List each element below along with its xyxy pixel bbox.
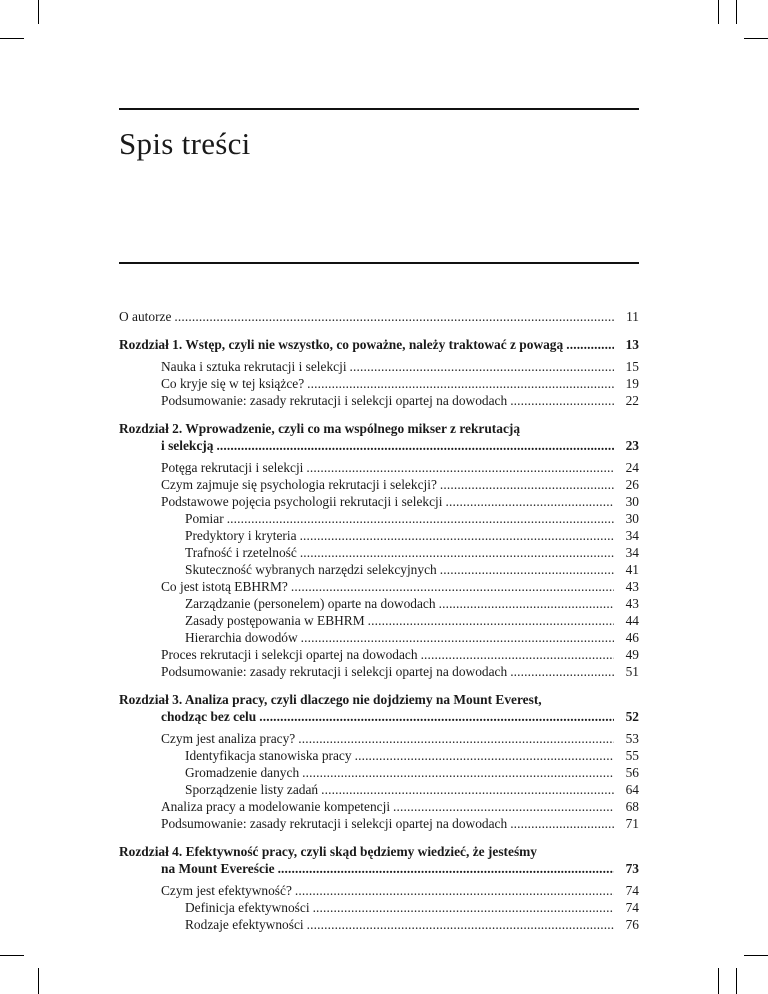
toc-page-number: 41 <box>625 562 639 577</box>
toc-entry-title: Nauka i sztuka rekrutacji i selekcji <box>161 359 347 374</box>
dot-leader <box>313 899 614 916</box>
toc-entry <box>119 510 639 527</box>
dot-leader <box>300 544 614 561</box>
toc-entry <box>119 747 639 764</box>
dot-leader <box>510 815 614 832</box>
toc-entry-title: Sporządzenie listy zadań <box>185 782 319 797</box>
toc-page-number: 74 <box>625 900 639 915</box>
toc-page-number: 23 <box>625 438 639 453</box>
dot-leader <box>368 612 614 629</box>
dot-leader <box>227 510 614 527</box>
dot-leader <box>278 860 614 877</box>
dot-leader <box>421 646 614 663</box>
toc-entry-title: Podsumowanie: zasady rekrutacji i selekcji opartej na dowodach <box>161 816 508 831</box>
toc-chapter <box>119 843 639 933</box>
chapter-title-line: Rozdział 3. Analiza pracy, czyli dlaczego nie dojdziemy na Mount Everest, <box>119 692 542 707</box>
dot-leader <box>446 493 615 510</box>
toc-page-number: 34 <box>625 528 639 543</box>
toc-entry <box>119 798 639 815</box>
crop-mark <box>0 955 24 956</box>
toc-entry <box>119 882 639 899</box>
toc-chapter <box>119 691 639 832</box>
toc-page-number: 46 <box>625 630 639 645</box>
toc-entry-title: Podstawowe pojęcia psychologii rekrutacji i selekcji <box>161 494 443 509</box>
toc-entry <box>119 544 639 561</box>
toc-entry <box>119 815 639 832</box>
toc-page-number: 68 <box>625 799 639 814</box>
toc-page-number: 26 <box>625 477 639 492</box>
toc-page-number: 76 <box>625 917 639 932</box>
toc-page-number: 73 <box>625 861 639 876</box>
toc-entry-title: Zarządzanie (personelem) oparte na dowodach <box>185 596 436 611</box>
toc-page-number: 64 <box>625 782 639 797</box>
toc-entry <box>119 860 639 877</box>
bottom-rule <box>119 262 639 264</box>
toc-chapter <box>119 420 639 680</box>
toc-entry <box>119 781 639 798</box>
toc-entry <box>119 336 639 353</box>
toc-page-number: 55 <box>625 748 639 763</box>
crop-mark <box>0 38 24 39</box>
toc-entry <box>119 663 639 680</box>
toc-entry <box>119 308 639 325</box>
dot-leader <box>307 916 614 933</box>
dot-leader <box>306 459 614 476</box>
dot-leader <box>174 308 614 325</box>
dot-leader <box>350 358 614 375</box>
toc-entry-title: Proces rekrutacji i selekcji opartej na dowodach <box>161 647 418 662</box>
toc-entry-title: Rozdział 1. Wstęp, czyli nie wszystko, co poważne, należy traktować z powagą <box>119 337 564 352</box>
dot-leader <box>393 798 614 815</box>
page-title: Spis treści <box>119 126 251 161</box>
dot-leader <box>298 730 614 747</box>
dot-leader <box>440 561 614 578</box>
dot-leader <box>216 437 614 454</box>
toc-page-number: 51 <box>625 664 639 679</box>
table-of-contents <box>119 308 639 933</box>
crop-mark <box>744 955 768 956</box>
dot-leader <box>440 476 614 493</box>
toc-entry <box>119 493 639 510</box>
dot-leader <box>510 392 614 409</box>
toc-entry-title: Identyfikacja stanowiska pracy <box>185 748 352 763</box>
crop-mark <box>718 0 719 24</box>
toc-entry <box>119 646 639 663</box>
toc-entry-title: Zasady postępowania w EBHRM <box>185 613 365 628</box>
toc-entry <box>119 899 639 916</box>
crop-mark <box>744 38 768 39</box>
toc-entry <box>119 764 639 781</box>
toc-entry-title: Czym zajmuje się psychologia rekrutacji i selekcji? <box>161 477 437 492</box>
crop-mark <box>718 968 719 994</box>
crop-mark <box>38 0 39 24</box>
dot-leader <box>291 578 614 595</box>
chapter-title-line: na Mount Evereście <box>161 861 275 876</box>
dot-leader <box>566 336 614 353</box>
dot-leader <box>321 781 614 798</box>
dot-leader <box>510 663 614 680</box>
dot-leader <box>355 747 614 764</box>
toc-entry <box>119 476 639 493</box>
toc-entry-title: Analiza pracy a modelowanie kompetencji <box>161 799 391 814</box>
toc-entry-title: Predyktory i kryteria <box>185 528 297 543</box>
toc-entry-title: Gromadzenie danych <box>185 765 300 780</box>
dot-leader <box>300 527 614 544</box>
dot-leader <box>307 375 614 392</box>
toc-entry-title: Trafność i rzetelność <box>185 545 297 560</box>
toc-entry-title: Czym jest analiza pracy? <box>161 731 296 746</box>
dot-leader <box>295 882 614 899</box>
toc-entry <box>119 708 639 725</box>
toc-page-number: 43 <box>625 596 639 611</box>
toc-page-number: 19 <box>625 376 639 391</box>
dot-leader <box>439 595 614 612</box>
crop-mark <box>38 968 39 994</box>
toc-entry-title: O autorze <box>119 309 172 324</box>
toc-page-number: 43 <box>625 579 639 594</box>
toc-entry <box>119 595 639 612</box>
crop-mark <box>736 0 737 24</box>
toc-page-number: 74 <box>625 883 639 898</box>
toc-page-number: 34 <box>625 545 639 560</box>
toc-entry <box>119 392 639 409</box>
toc-entry-title: Co kryje się w tej książce? <box>161 376 305 391</box>
toc-page-number: 22 <box>625 393 639 408</box>
toc-entry-title: Czym jest efektywność? <box>161 883 292 898</box>
toc-entry-title: Potęga rekrutacji i selekcji <box>161 460 304 475</box>
toc-entry-title: Podsumowanie: zasady rekrutacji i selekcji opartej na dowodach <box>161 393 508 408</box>
toc-entry <box>119 437 639 454</box>
dot-leader <box>259 708 614 725</box>
toc-entry <box>119 612 639 629</box>
dot-leader <box>301 629 614 646</box>
toc-entry-title: Podsumowanie: zasady rekrutacji i selekcji opartej na dowodach <box>161 664 508 679</box>
toc-entry <box>119 578 639 595</box>
top-rule <box>119 108 639 110</box>
toc-entry <box>119 916 639 933</box>
toc-page-number: 30 <box>625 511 639 526</box>
crop-mark <box>736 968 737 994</box>
chapter-title-line: i selekcją <box>161 438 214 453</box>
toc-entry-title: Hierarchia dowodów <box>185 630 298 645</box>
toc-page-number: 24 <box>625 460 639 475</box>
chapter-title-line: Rozdział 4. Efektywność pracy, czyli skąd będziemy wiedzieć, że jesteśmy <box>119 844 538 859</box>
chapter-title-line: Rozdział 2. Wprowadzenie, czyli co ma wspólnego mikser z rekrutacją <box>119 421 521 436</box>
toc-entry <box>119 375 639 392</box>
toc-page-number: 53 <box>625 731 639 746</box>
toc-page-number: 13 <box>625 337 639 352</box>
toc-entry <box>119 730 639 747</box>
toc-page-number: 30 <box>625 494 639 509</box>
toc-page-number: 71 <box>625 816 639 831</box>
toc-entry-title: Definicja efektywności <box>185 900 310 915</box>
toc-entry <box>119 629 639 646</box>
toc-entry <box>119 527 639 544</box>
dot-leader <box>302 764 614 781</box>
toc-page-number: 56 <box>625 765 639 780</box>
toc-page-number: 11 <box>626 309 639 324</box>
toc-page-number: 52 <box>625 709 639 724</box>
toc-page-number: 49 <box>625 647 639 662</box>
toc-page-number: 44 <box>625 613 639 628</box>
chapter-title-line: chodząc bez celu <box>161 709 257 724</box>
toc-entry-title: Skuteczność wybranych narzędzi selekcyjnych <box>185 562 437 577</box>
toc-entry <box>119 358 639 375</box>
toc-entry <box>119 561 639 578</box>
toc-entry-title: Rodzaje efektywności <box>185 917 304 932</box>
toc-entry-title: Co jest istotą EBHRM? <box>161 579 288 594</box>
toc-entry-title: Pomiar <box>185 511 224 526</box>
toc-chapter <box>119 336 639 409</box>
toc-entry <box>119 459 639 476</box>
toc-page-number: 15 <box>625 359 639 374</box>
